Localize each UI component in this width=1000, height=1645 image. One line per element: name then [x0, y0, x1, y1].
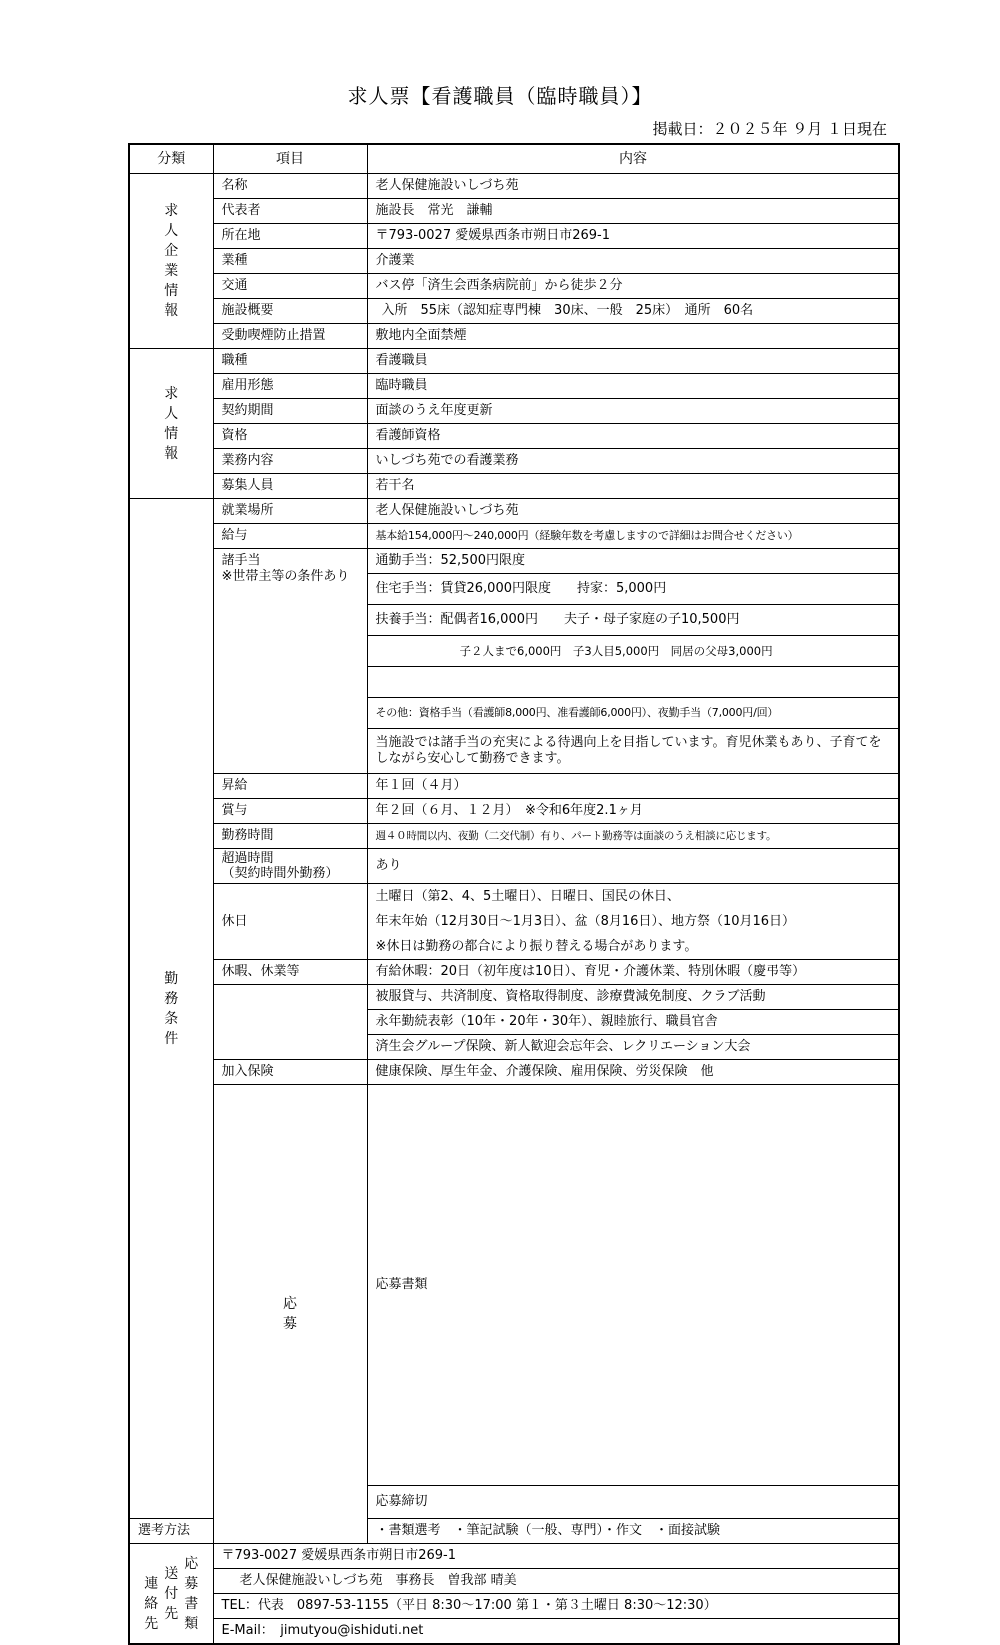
item-value: 看護職員: [367, 349, 899, 374]
allowance-note: ※世帯主等の条件あり: [221, 569, 350, 584]
item-value: 永年勤続表彰（10年・20年・30年）、親睦旅行、職員官舎: [367, 1010, 899, 1035]
item-value: 土曜日（第2、4、5土曜日）、日曜日、国民の休日、: [375, 889, 680, 904]
table-row: [129, 324, 899, 349]
table-row: [129, 299, 899, 324]
table-row: [129, 199, 899, 224]
item-label: 昇給: [213, 774, 367, 799]
table-row: [129, 174, 899, 199]
item-label: 給与: [213, 524, 367, 549]
item-label: 施設概要: [213, 299, 367, 324]
table-row: [129, 1544, 899, 1569]
item-value: 敷地内全面禁煙: [367, 324, 899, 349]
item-label: 資格: [213, 424, 367, 449]
item-value: 基本給154,000円～240,000円（経験年数を考慮しますので詳細はお問合せください）: [367, 524, 899, 549]
table-row: [129, 549, 899, 574]
category-contact: [129, 1544, 213, 1645]
table-row: [129, 824, 899, 849]
item-label: 募集人員: [213, 474, 367, 499]
table-row: [129, 274, 899, 299]
table-row: [129, 249, 899, 274]
contact-phone: TEL：代表 0897-53-1155（平日 8:30～17:00 第１・第３土曜日 8:30～12:30）: [213, 1594, 899, 1619]
item-value: 当施設では諸手当の充実による待遇向上を目指しています。育児休業もあり、子育てをしながら安心して勤務できます。: [367, 729, 899, 774]
table-row: [129, 849, 899, 884]
item-label: 応募締切: [367, 1486, 899, 1519]
item-value: ※休日は勤務の都合により振り替える場合があります。: [375, 939, 698, 954]
table-row: [129, 399, 899, 424]
item-label: 選考方法: [129, 1519, 213, 1544]
posting-date: 掲載日：２０２５年 ９月 １日現在: [652, 120, 887, 138]
category-label: 応募: [283, 1296, 297, 1332]
item-value: 通勤手当：52,500円限度: [367, 549, 899, 574]
item-value: 老人保健施設いしづち苑: [367, 174, 899, 199]
column-header-item: 項目: [213, 144, 367, 174]
category-job: [129, 349, 213, 499]
item-label: 業務内容: [213, 449, 367, 474]
category-conditions: [129, 499, 213, 1519]
item-value: 有給休暇：20日（初年度は10日）、育児・介護休業、特別休暇（慶弔等）: [367, 960, 899, 985]
table-row: [129, 224, 899, 249]
allowance-item: [213, 549, 367, 774]
item-value: 臨時職員: [367, 374, 899, 399]
category-label: 勤務条件: [164, 970, 179, 1047]
item-label: 契約期間: [213, 399, 367, 424]
item-value: 看護師資格: [367, 424, 899, 449]
item-label: 職種: [213, 349, 367, 374]
welfare-item: [213, 985, 367, 1060]
item-value: 施設長 常光 謙輔: [367, 199, 899, 224]
item-label: 加入保険: [213, 1060, 367, 1085]
item-label: 名称: [213, 174, 367, 199]
table-row: [129, 960, 899, 985]
table-row: [129, 499, 899, 524]
contact-category-label: [143, 1554, 199, 1634]
item-value: その他：資格手当（看護師8,000円、准看護師6,000円）、夜勤手当（7,000円/回）: [367, 698, 899, 729]
category-label: 求人企業情報: [164, 203, 179, 319]
job-posting-table: [128, 143, 900, 1645]
item-value: 被服貸与、共済制度、資格取得制度、診療費減免制度、クラブ活動: [367, 985, 899, 1010]
contact-email[interactable]: E-Mail： jimutyou@ishiduti.net: [213, 1619, 899, 1645]
column-header-category: 分類: [129, 144, 213, 174]
table-row: [129, 1594, 899, 1619]
item-label: 超過時間: [221, 851, 274, 866]
item-value: ・書類選考 ・筆記試験（一般、専門）・作文 ・面接試験: [367, 1519, 899, 1544]
item-value: バス停「済生会西条病院前」から徒歩２分: [367, 274, 899, 299]
item-value: 扶養手当：配偶者16,000円 夫子・母子家庭の子10,500円: [367, 605, 899, 636]
item-value: 介護業: [367, 249, 899, 274]
item-label: 休日: [213, 884, 367, 960]
item-value: いしづち苑での看護業務: [367, 449, 899, 474]
category-company: [129, 174, 213, 349]
table-row: [129, 1619, 899, 1645]
item-value: あり: [367, 849, 899, 884]
item-value: 済生会グループ保険、新人歓迎会忘年会、レクリエーション大会: [367, 1035, 899, 1060]
item-value: 子２人まで6,000円 子3人目5,000円 同居の父母3,000円: [367, 636, 899, 667]
item-label: 受動喫煙防止措置: [213, 324, 367, 349]
item-label: 諸手当: [221, 553, 261, 568]
item-label: 所在地: [213, 224, 367, 249]
holiday-lines: [367, 884, 899, 960]
table-row: [129, 884, 899, 960]
item-label: （契約時間外勤務）: [221, 866, 339, 881]
category-label: 連絡先: [144, 1575, 159, 1632]
item-label: 雇用形態: [213, 374, 367, 399]
table-row: [129, 774, 899, 799]
item-value: 老人保健施設いしづち苑: [367, 499, 899, 524]
category-label: 求人情報: [164, 385, 179, 462]
table-row: [129, 524, 899, 549]
item-value: 入所 55床（認知症専門棟 30床、一般 25床） 通所 60名: [367, 299, 899, 324]
item-label: 交通: [213, 274, 367, 299]
table-row: [129, 799, 899, 824]
contact-address: 〒793-0027 愛媛県西条市朔日市269-1: [213, 1544, 899, 1569]
table-row: [129, 1060, 899, 1085]
item-value: [367, 667, 899, 698]
item-value: 若干名: [367, 474, 899, 499]
item-label: 休暇、休業等: [213, 960, 367, 985]
category-label: 送付先: [164, 1565, 179, 1622]
table-row: [129, 449, 899, 474]
table-row: [129, 424, 899, 449]
table-row: [129, 374, 899, 399]
item-value: 住宅手当：賃貸26,000円限度 持家：5,000円: [367, 574, 899, 605]
item-label: 就業場所: [213, 499, 367, 524]
column-header-content: 内容: [367, 144, 899, 174]
item-value: 面談のうえ年度更新: [367, 399, 899, 424]
table-row: [129, 1569, 899, 1594]
item-value: 〒793-0027 愛媛県西条市朔日市269-1: [367, 224, 899, 249]
page-title: 求人票【看護職員（臨時職員）】: [347, 84, 653, 108]
table-row: [129, 985, 899, 1010]
category-label: 応募書類: [184, 1555, 199, 1632]
category-apply: [213, 1085, 367, 1544]
header-row: [129, 144, 899, 174]
item-label: 業種: [213, 249, 367, 274]
contact-organization: 老人保健施設いしづち苑 事務長 曽我部 晴美: [213, 1569, 899, 1594]
item-label: 応募書類: [367, 1085, 899, 1486]
item-label: 賞与: [213, 799, 367, 824]
item-value: 年１回（４月）: [367, 774, 899, 799]
overtime-item: [213, 849, 367, 884]
item-value: 年末年始（12月30日～1月3日）、盆（8月16日）、地方祭（10月16日）: [375, 914, 796, 929]
item-value: 年２回（６月、１２月） ※令和6年度2.1ヶ月: [367, 799, 899, 824]
item-value: 週４０時間以内、夜勤（二交代制）有り、パート勤務等は面談のうえ相談に応じます。: [367, 824, 899, 849]
item-label: 勤務時間: [213, 824, 367, 849]
item-label: 代表者: [213, 199, 367, 224]
table-row: [129, 474, 899, 499]
table-row: [129, 349, 899, 374]
item-value: 健康保険、厚生年金、介護保険、雇用保険、労災保険 他: [367, 1060, 899, 1085]
table-row: [129, 1085, 899, 1486]
